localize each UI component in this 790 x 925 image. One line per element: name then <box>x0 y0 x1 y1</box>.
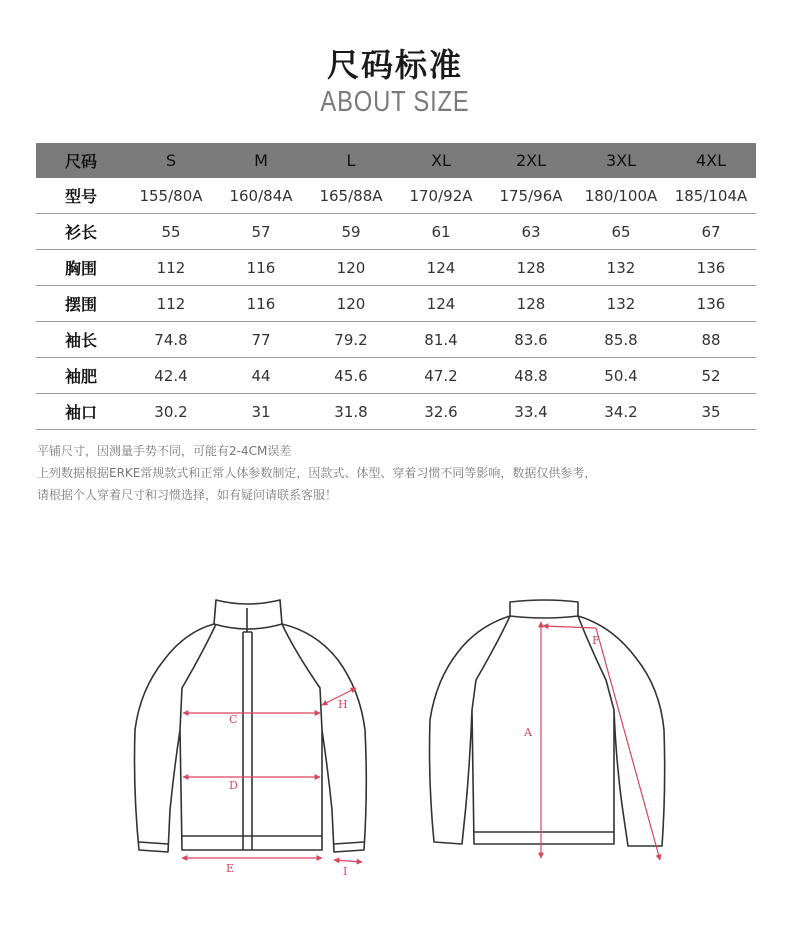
table-cell: 47.2 <box>396 358 486 394</box>
table-cell: 44 <box>216 358 306 394</box>
table-cell: 31.8 <box>306 394 396 430</box>
table-cell: 116 <box>216 286 306 322</box>
note-line: 请根据个人穿着尺寸和习惯选择，如有疑问请联系客服！ <box>37 488 338 502</box>
table-cell: 124 <box>396 250 486 286</box>
table-row <box>36 178 756 214</box>
table-cell: 88 <box>666 322 756 358</box>
table-row <box>36 286 756 322</box>
table-cell: 180/100A <box>576 178 666 214</box>
back-jacket-outline <box>430 600 665 846</box>
table-cell: 77 <box>216 322 306 358</box>
size-header-cell: 4XL <box>666 143 756 178</box>
cuff-label: I <box>343 865 348 878</box>
table-cell: 55 <box>126 214 216 250</box>
size-header-label: 尺码 <box>36 143 126 178</box>
table-cell: 136 <box>666 250 756 286</box>
table-cell: 74.8 <box>126 322 216 358</box>
hem-label: D <box>229 779 238 792</box>
table-cell: 120 <box>306 250 396 286</box>
table-cell: 132 <box>576 286 666 322</box>
front-jacket-outline <box>135 600 367 852</box>
table-cell: 33.4 <box>486 394 576 430</box>
size-header-cell: XL <box>396 143 486 178</box>
table-cell: 112 <box>126 286 216 322</box>
back-measurement-lines <box>541 622 660 860</box>
table-cell: 31 <box>216 394 306 430</box>
table-cell: 170/92A <box>396 178 486 214</box>
table-cell: 81.4 <box>396 322 486 358</box>
row-label: 摆围 <box>36 286 126 322</box>
sleeve-width-label: H <box>338 698 348 711</box>
table-cell: 32.6 <box>396 394 486 430</box>
size-header-cell: 2XL <box>486 143 576 178</box>
table-cell: 136 <box>666 286 756 322</box>
jacket-measurement-diagram <box>0 580 790 880</box>
row-label: 袖肥 <box>36 358 126 394</box>
row-label: 胸围 <box>36 250 126 286</box>
table-cell: 85.8 <box>576 322 666 358</box>
note-line: 上列数据根据ERKE常规款式和正常人体参数制定，因款式、体型、穿着习惯不同等影响，数据仅供参考， <box>37 466 597 480</box>
table-cell: 45.6 <box>306 358 396 394</box>
table-cell: 124 <box>396 286 486 322</box>
size-header-cell: M <box>216 143 306 178</box>
length-label: A <box>524 726 532 739</box>
table-cell: 128 <box>486 286 576 322</box>
table-row <box>36 322 756 358</box>
table-row <box>36 394 756 430</box>
table-cell: 57 <box>216 214 306 250</box>
table-cell: 120 <box>306 286 396 322</box>
table-row <box>36 358 756 394</box>
bottom-width-label: E <box>226 862 235 875</box>
table-cell: 30.2 <box>126 394 216 430</box>
table-cell: 52 <box>666 358 756 394</box>
table-cell: 61 <box>396 214 486 250</box>
size-header-row <box>36 143 756 178</box>
size-table <box>36 143 756 430</box>
note-line: 平铺尺寸，因测量手势不同，可能有2-4CM误差 <box>37 444 292 458</box>
table-cell: 59 <box>306 214 396 250</box>
table-cell: 175/96A <box>486 178 576 214</box>
table-cell: 155/80A <box>126 178 216 214</box>
row-label: 袖口 <box>36 394 126 430</box>
table-row <box>36 250 756 286</box>
table-cell: 63 <box>486 214 576 250</box>
size-header-cell: S <box>126 143 216 178</box>
size-header-cell: 3XL <box>576 143 666 178</box>
page-subtitle: ABOUT SIZE <box>320 86 470 118</box>
row-label: 衫长 <box>36 214 126 250</box>
table-cell: 67 <box>666 214 756 250</box>
chest-label: C <box>229 713 238 726</box>
table-cell: 34.2 <box>576 394 666 430</box>
row-label: 型号 <box>36 178 126 214</box>
table-cell: 42.4 <box>126 358 216 394</box>
table-cell: 185/104A <box>666 178 756 214</box>
size-notes <box>37 440 757 506</box>
row-label: 袖长 <box>36 322 126 358</box>
table-cell: 65 <box>576 214 666 250</box>
table-cell: 83.6 <box>486 322 576 358</box>
table-cell: 160/84A <box>216 178 306 214</box>
table-cell: 50.4 <box>576 358 666 394</box>
sleeve-length-label: F <box>592 634 600 647</box>
table-cell: 35 <box>666 394 756 430</box>
table-cell: 128 <box>486 250 576 286</box>
table-cell: 165/88A <box>306 178 396 214</box>
table-cell: 79.2 <box>306 322 396 358</box>
table-cell: 116 <box>216 250 306 286</box>
table-cell: 132 <box>576 250 666 286</box>
size-header-cell: L <box>306 143 396 178</box>
table-cell: 112 <box>126 250 216 286</box>
table-row <box>36 214 756 250</box>
page-title: 尺码标准 <box>326 46 463 84</box>
table-cell: 48.8 <box>486 358 576 394</box>
